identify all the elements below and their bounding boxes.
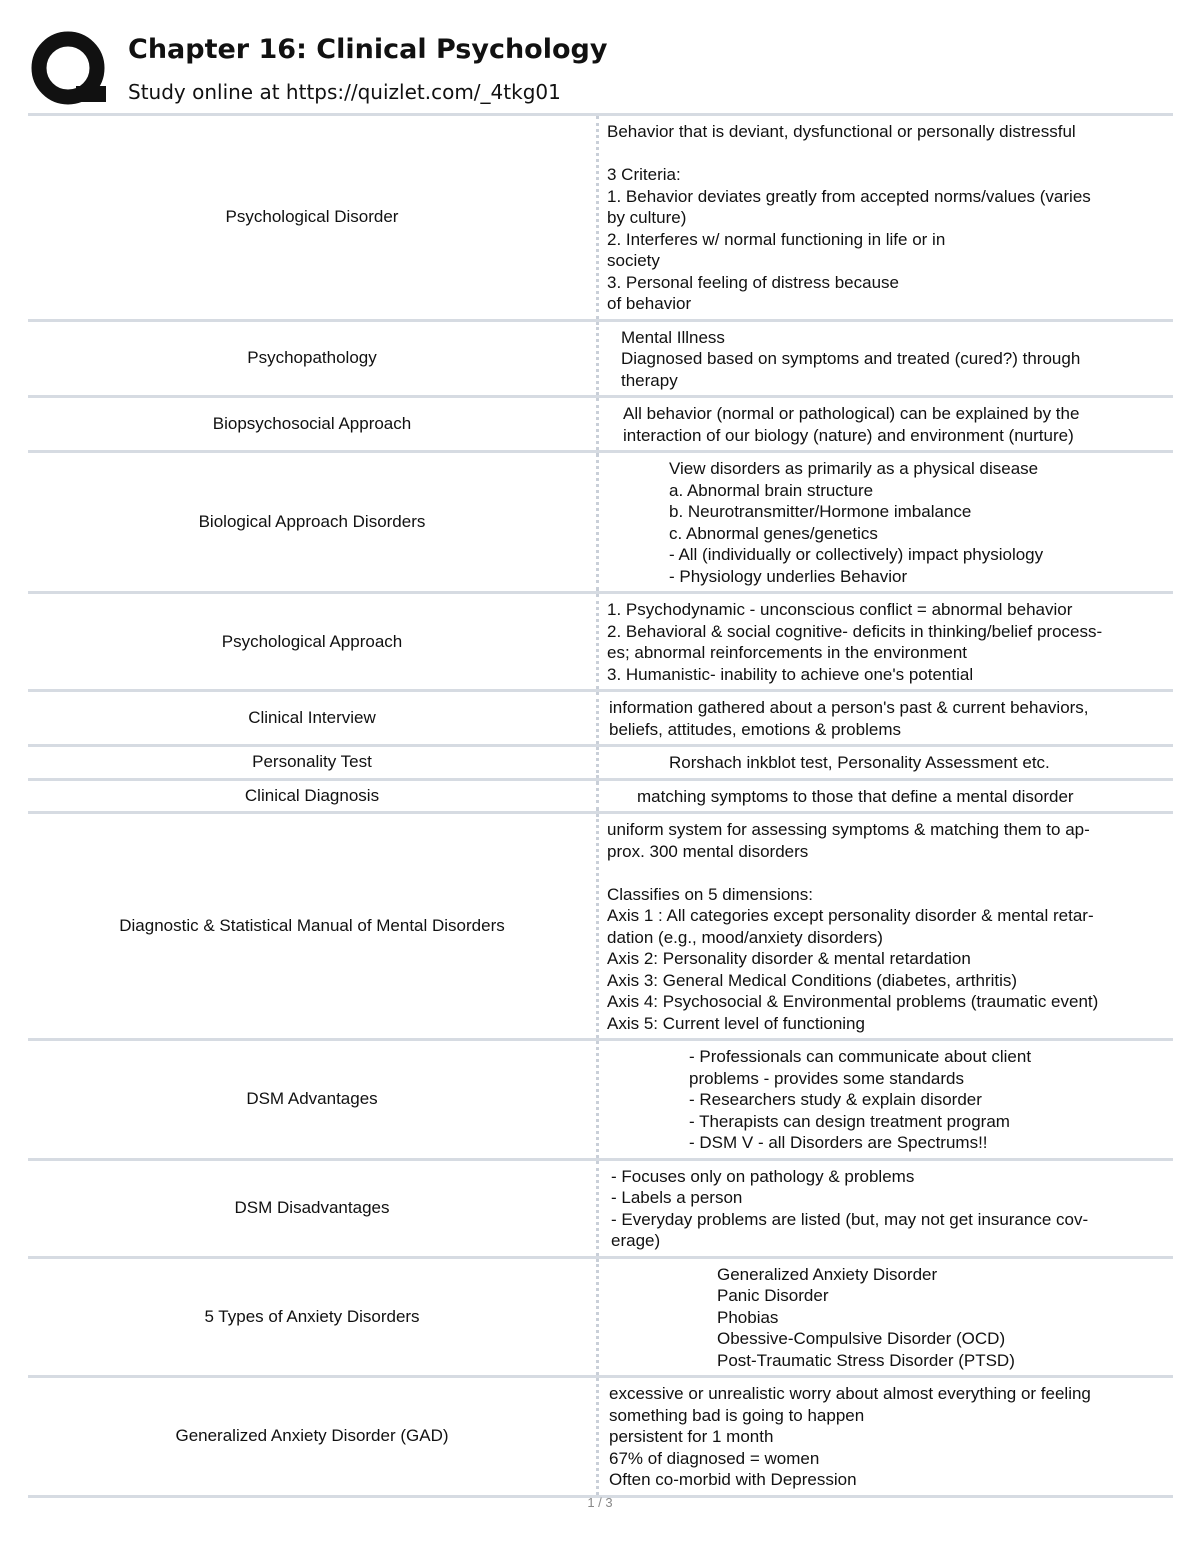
- definition-line: Generalized Anxiety Disorder: [717, 1264, 938, 1284]
- definition-line: c. Abnormal genes/genetics: [669, 523, 878, 543]
- definition-line: Panic Disorder: [717, 1286, 829, 1305]
- page-indicator: 1 / 3: [587, 1495, 613, 1510]
- flashcard-definition: [596, 1041, 1173, 1158]
- definition-line: Axis 4: Psychosocial & Environmental problems (traumatic event): [607, 992, 1099, 1011]
- definition-line: Axis 2: Personality disorder & mental retardation: [607, 949, 971, 968]
- definition-line: erage): [611, 1231, 661, 1250]
- definition-line: excessive or unrealistic worry about almost everything or feeling: [609, 1384, 1091, 1403]
- definition-line: interaction of our biology (nature) and environment (nurture): [623, 425, 1074, 445]
- flashcard-row: [28, 692, 1173, 747]
- definition-line: All behavior (normal or pathological) can be explained by the: [623, 404, 1080, 423]
- definition-line: 3. Humanistic- inability to achieve one's potential: [607, 664, 974, 684]
- definition-line: 1. Behavior deviates greatly from accepted norms/values (varies: [607, 186, 1091, 206]
- definition-line: a. Abnormal brain structure: [669, 480, 874, 500]
- definition-line: b. Neurotransmitter/Hormone imbalance: [669, 502, 972, 521]
- definition-line: Behavior that is deviant, dysfunctional or personally distressful: [607, 122, 1076, 141]
- flashcard-definition: [596, 1161, 1173, 1256]
- definition-line: 3 Criteria:: [607, 165, 681, 184]
- flashcard-definition: [596, 453, 1173, 591]
- definition-line: - Everyday problems are listed (but, may not get insurance cov-: [611, 1209, 1089, 1229]
- flashcard-term: Personality Test: [252, 752, 372, 772]
- definition-line: Often co-morbid with Depression: [609, 1470, 857, 1489]
- definition-line: [607, 862, 1165, 884]
- flashcard-definition: [596, 814, 1173, 1038]
- flashcard-definition: [596, 1259, 1173, 1376]
- flashcard-definition: [596, 692, 1173, 744]
- definition-line: - Labels a person: [611, 1188, 743, 1207]
- definition-line: 3. Personal feeling of distress because: [607, 272, 900, 292]
- flashcard-row: [28, 1378, 1173, 1498]
- page-header: [30, 28, 1180, 112]
- flashcard-term: Generalized Anxiety Disorder (GAD): [175, 1426, 449, 1446]
- definition-line: Rorshach inkblot test, Personality Assessment etc.: [669, 753, 1050, 772]
- flashcard-list: [28, 113, 1173, 1498]
- definition-line: 1. Psychodynamic - unconscious conflict = abnormal behavior: [607, 600, 1073, 619]
- definition-line: Classifies on 5 dimensions:: [607, 884, 813, 904]
- flashcard-definition: [596, 594, 1173, 689]
- definition-line: - Physiology underlies Behavior: [669, 566, 908, 586]
- definition-line: - Researchers study & explain disorder: [689, 1090, 982, 1109]
- flashcard-definition: [596, 322, 1173, 396]
- flashcard-row: [28, 747, 1173, 781]
- definition-line: 2. Interferes w/ normal functioning in life or in: [607, 229, 946, 249]
- flashcard-term: 5 Types of Anxiety Disorders: [204, 1306, 420, 1326]
- flashcard-term: Clinical Interview: [248, 708, 376, 727]
- definition-line: Obessive-Compulsive Disorder (OCD): [717, 1329, 1006, 1348]
- definition-line: Axis 1 : All categories except personality disorder & mental retar-: [607, 906, 1094, 925]
- definition-line: something bad is going to happen: [609, 1405, 865, 1425]
- definition-line: [607, 143, 1165, 165]
- definition-line: Mental Illness: [621, 327, 725, 347]
- definition-line: Axis 3: General Medical Conditions (diabetes, arthritis): [607, 970, 1018, 990]
- definition-line: Post-Traumatic Stress Disorder (PTSD): [717, 1350, 1015, 1370]
- definition-line: - Professionals can communicate about client: [689, 1047, 1032, 1066]
- page-title: Chapter 16: Clinical Psychology: [128, 34, 608, 65]
- definition-line: information gathered about a person's past & current behaviors,: [609, 698, 1089, 717]
- flashcard-term: Psychological Disorder: [225, 207, 399, 227]
- definition-line: uniform system for assessing symptoms & matching them to ap-: [607, 820, 1090, 839]
- definition-line: Axis 5: Current level of functioning: [607, 1013, 865, 1033]
- flashcard-term: Diagnostic & Statistical Manual of Mental Disorders: [119, 916, 505, 935]
- definition-line: 2. Behavioral & social cognitive- deficits in thinking/belief process-: [607, 621, 1103, 641]
- definition-line: - Therapists can design treatment program: [689, 1111, 1010, 1131]
- definition-line: 67% of diagnosed = women: [609, 1448, 820, 1468]
- flashcard-definition: [596, 116, 1173, 319]
- flashcard-row: [28, 814, 1173, 1041]
- definition-line: therapy: [621, 370, 678, 390]
- flashcard-definition: [596, 781, 1173, 812]
- definition-line: dation (e.g., mood/anxiety disorders): [607, 927, 883, 947]
- flashcard-term: Clinical Diagnosis: [244, 785, 380, 805]
- flashcard-row: [28, 116, 1173, 322]
- flashcard-term: Psychopathology: [247, 348, 377, 368]
- flashcard-term: DSM Advantages: [246, 1089, 378, 1109]
- definition-line: problems - provides some standards: [689, 1068, 964, 1088]
- definition-line: by culture): [607, 208, 687, 227]
- definition-line: es; abnormal reinforcements in the environment: [607, 643, 968, 662]
- flashcard-term: Biopsychosocial Approach: [212, 414, 412, 433]
- flashcard-term: Biological Approach Disorders: [198, 512, 426, 531]
- flashcard-row: [28, 781, 1173, 815]
- flashcard-row: [28, 453, 1173, 594]
- study-online-link[interactable]: Study online at https://quizlet.com/_4tkg01: [128, 80, 561, 104]
- definition-line: persistent for 1 month: [609, 1427, 774, 1446]
- definition-line: Phobias: [717, 1307, 779, 1327]
- flashcard-row: [28, 1259, 1173, 1379]
- flashcard-definition: [596, 398, 1173, 450]
- definition-line: - DSM V - all Disorders are Spectrums!!: [689, 1133, 988, 1152]
- definition-line: of behavior: [607, 294, 692, 313]
- flashcard-term: DSM Disadvantages: [234, 1198, 390, 1217]
- flashcard-row: [28, 322, 1173, 399]
- definition-line: - All (individually or collectively) impact physiology: [669, 545, 1044, 564]
- definition-line: prox. 300 mental disorders: [607, 841, 809, 861]
- definition-line: Diagnosed based on symptoms and treated (cured?) through: [621, 349, 1081, 368]
- flashcard-term: Psychological Approach: [221, 631, 403, 651]
- flashcard-definition: [596, 747, 1173, 778]
- flashcard-row: [28, 1041, 1173, 1161]
- flashcard-row: [28, 594, 1173, 692]
- flashcard-row: [28, 1161, 1173, 1259]
- flashcard-definition: [596, 1378, 1173, 1495]
- quizlet-logo-icon: [30, 30, 110, 110]
- flashcard-row: [28, 398, 1173, 453]
- definition-line: - Focuses only on pathology & problems: [611, 1166, 915, 1186]
- definition-line: View disorders as primarily as a physical disease: [669, 459, 1039, 478]
- definition-line: matching symptoms to those that define a mental disorder: [637, 786, 1074, 806]
- definition-line: society: [607, 251, 660, 270]
- definition-line: beliefs, attitudes, emotions & problems: [609, 719, 901, 739]
